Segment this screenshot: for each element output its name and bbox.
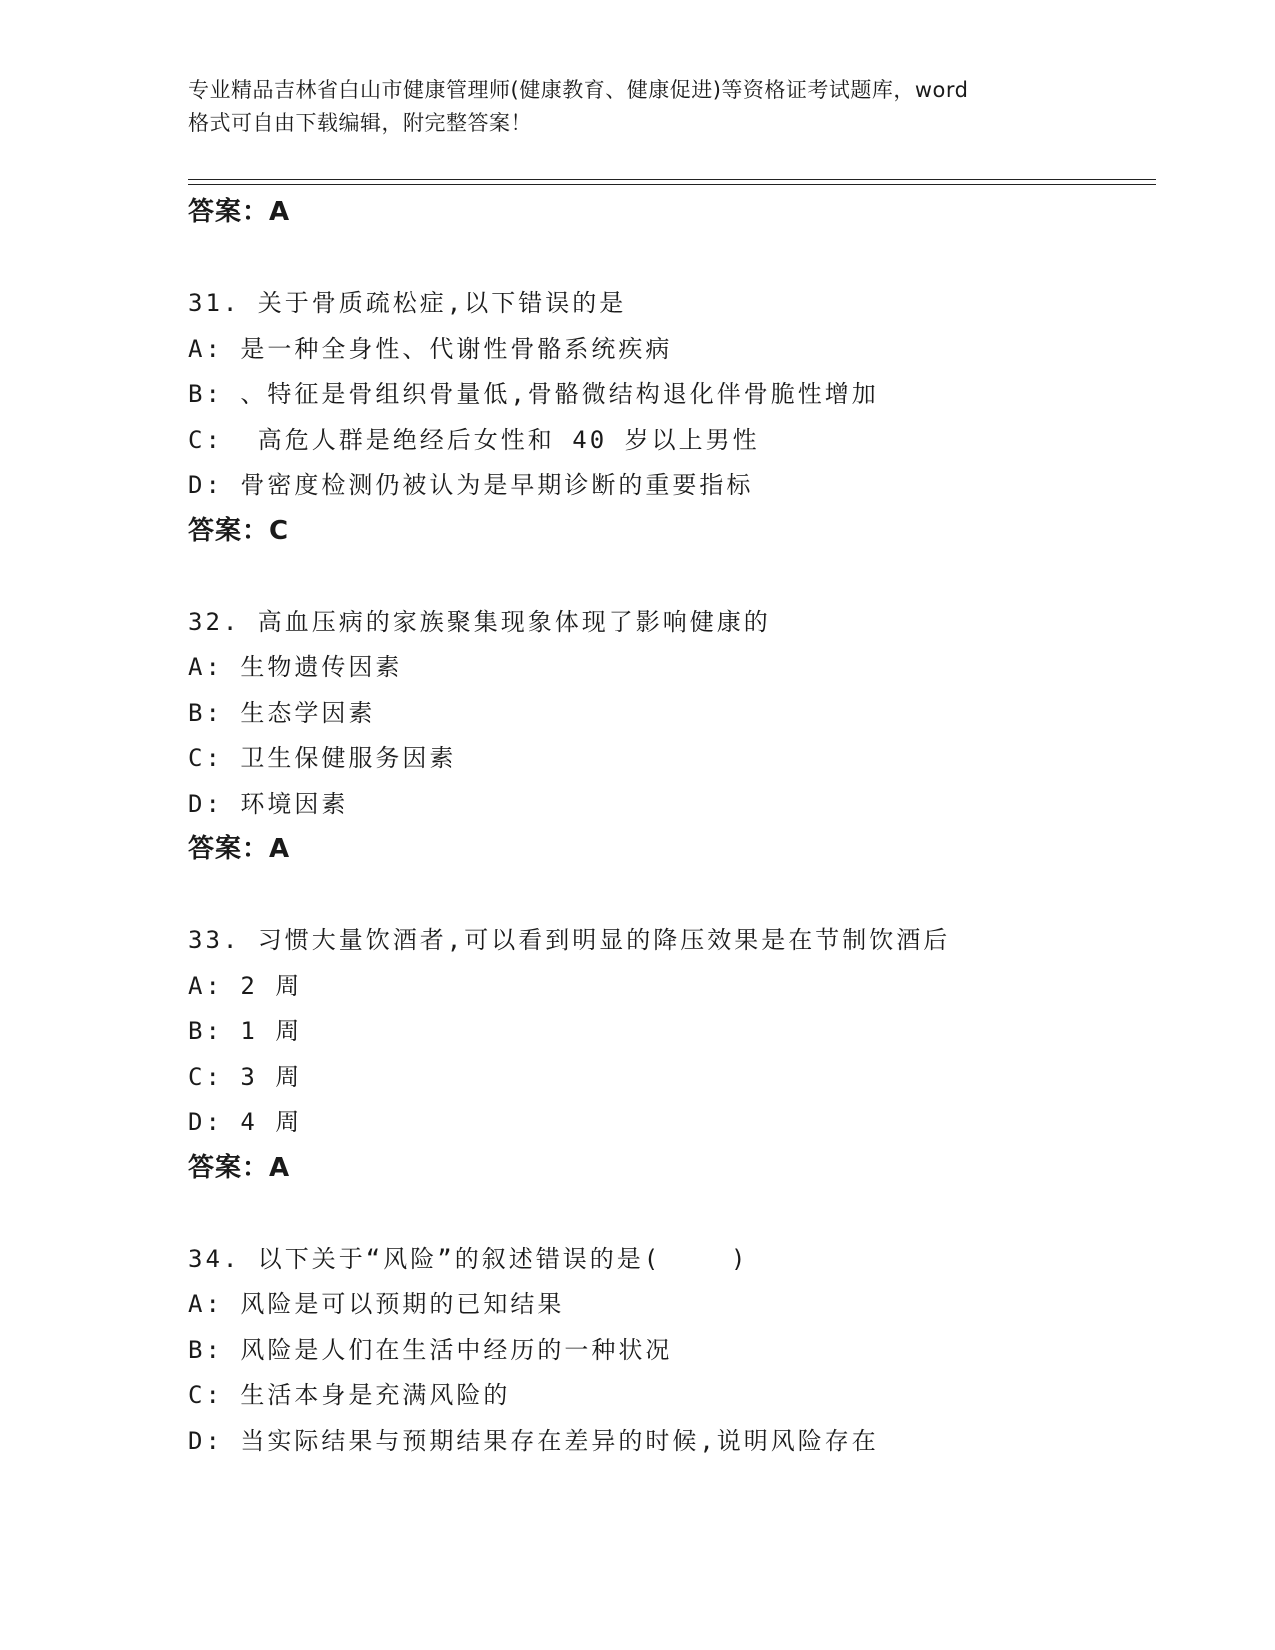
- option-c: C: 卫生保健服务因素: [188, 744, 457, 772]
- option-a: A: 生物遗传因素: [188, 653, 403, 681]
- option-c: C: 高危人群是绝经后女性和 40 岁以上男性: [188, 425, 760, 454]
- spacer: [188, 554, 1156, 600]
- header-divider-bottom: [188, 184, 1156, 185]
- option-b: B: 1 周: [188, 1017, 303, 1045]
- document-header: [188, 74, 1088, 140]
- answer-line: 答案：A: [188, 1152, 291, 1183]
- question-stem: 33. 习惯大量饮酒者,可以看到明显的降压效果是在节制饮酒后: [188, 926, 951, 954]
- header-line-2: 格式可自由下载编辑，附完整答案！: [188, 111, 532, 135]
- header-line-1: 专业精品吉林省白山市健康管理师(健康教育、健康促进)等资格证考试题库，word: [188, 78, 969, 102]
- question-stem: 32. 高血压病的家族聚集现象体现了影响健康的: [188, 607, 771, 636]
- option-c: C: 生活本身是充满风险的: [188, 1381, 511, 1409]
- option-b: B: 生态学因素: [188, 698, 376, 727]
- question-34: [188, 1237, 1156, 1465]
- option-a: A: 是一种全身性、代谢性骨骼系统疾病: [188, 334, 673, 363]
- option-a: A: 2 周: [188, 971, 303, 1000]
- answer-line: 答案：A: [188, 197, 291, 227]
- header-divider-top: [188, 179, 1156, 180]
- question-stem: 34. 以下关于“风险”的叙述错误的是( ): [188, 1244, 749, 1273]
- option-d: D: 4 周: [188, 1108, 303, 1136]
- option-d: D: 环境因素: [188, 789, 349, 818]
- spacer: [188, 1191, 1156, 1237]
- option-b: B: 风险是人们在生活中经历的一种状况: [188, 1335, 673, 1364]
- option-a: A: 风险是可以预期的已知结果: [188, 1290, 565, 1318]
- option-d: D: 骨密度检测仍被认为是早期诊断的重要指标: [188, 471, 754, 499]
- answer-line: 答案：C: [188, 515, 290, 546]
- option-d: D: 当实际结果与预期结果存在差异的时候,说明风险存在: [188, 1426, 879, 1455]
- option-c: C: 3 周: [188, 1062, 303, 1091]
- option-b: B: 、特征是骨组织骨量低,骨骼微结构退化伴骨脆性增加: [188, 380, 879, 408]
- question-32: [188, 600, 1156, 873]
- spacer: [188, 873, 1156, 919]
- spacer: [188, 236, 1156, 282]
- question-33: [188, 918, 1156, 1191]
- question-31: [188, 281, 1156, 554]
- question-stem: 31. 关于骨质疏松症,以下错误的是: [188, 289, 627, 317]
- question-list: [188, 190, 1156, 1464]
- answer-line: 答案：A: [188, 834, 291, 864]
